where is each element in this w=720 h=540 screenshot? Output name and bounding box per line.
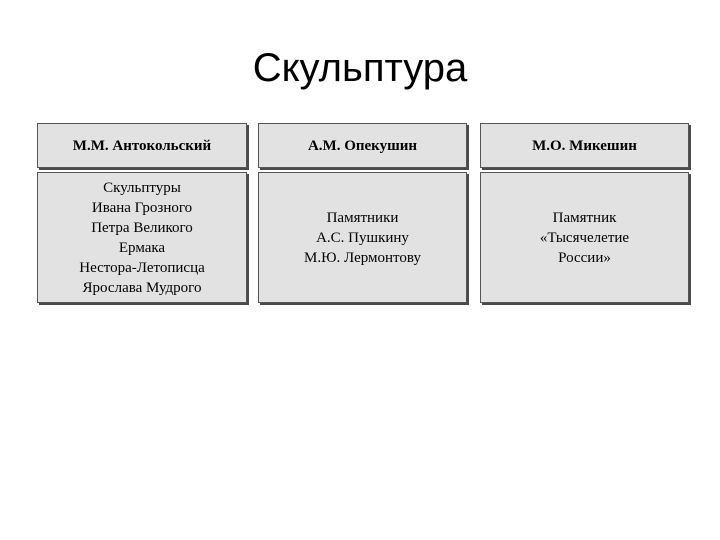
content-line: Петра Великого (91, 219, 193, 236)
header-label: А.М. Опекушин (307, 137, 418, 154)
content-line: А.С. Пушкину (316, 229, 409, 246)
content-box-mikeshin (480, 172, 689, 303)
content-line: России» (558, 249, 611, 266)
header-label: М.О. Микешин (532, 137, 637, 154)
content-line: Ярослава Мудрого (82, 279, 202, 296)
content-line: Ивана Грозного (91, 199, 193, 216)
content-line: Ермака (118, 239, 166, 256)
slide-title: Скульптура (252, 46, 468, 90)
content-box-opekushin (258, 172, 467, 303)
header-box-mikeshin (480, 123, 689, 168)
content-line: М.Ю. Лермонтову (304, 249, 421, 266)
content-box-antokolsky (37, 172, 247, 303)
header-label: М.М. Антокольский (72, 137, 212, 154)
header-box-antokolsky (37, 123, 247, 168)
content-line: Скульптуры (103, 179, 181, 196)
header-box-opekushin (258, 123, 467, 168)
content-line: Памятники (326, 209, 399, 226)
content-line: «Тысячелетие (539, 229, 630, 246)
content-line: Памятник (552, 209, 617, 226)
content-line: Нестора-Летописца (79, 259, 205, 276)
